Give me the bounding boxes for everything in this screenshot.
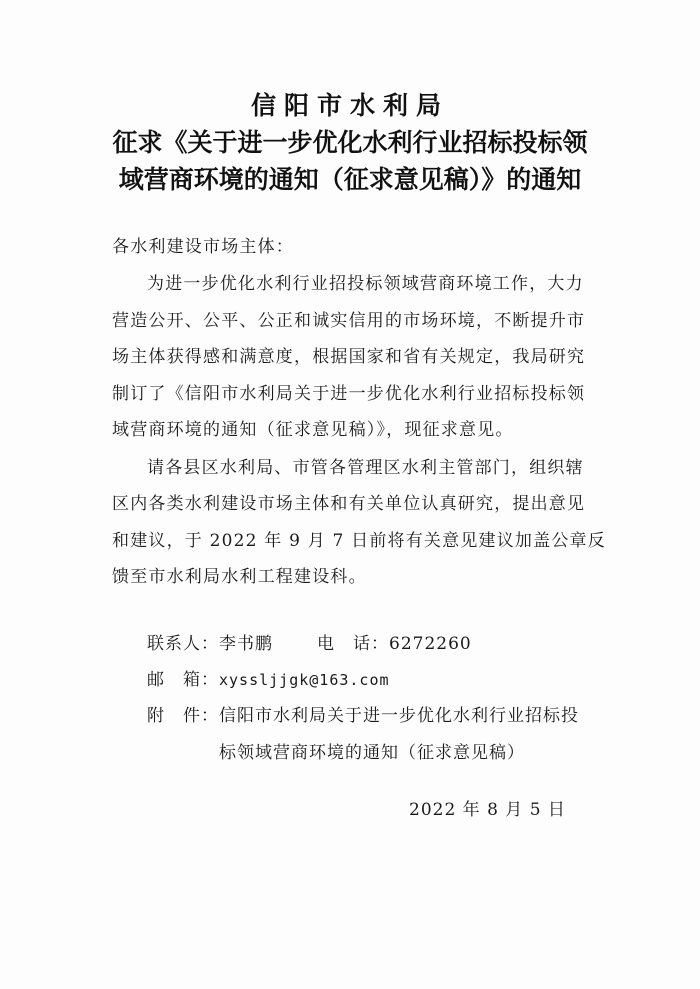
paragraph-1-line: 场主体获得感和满意度，根据国家和省有关规定，我局研究 bbox=[112, 347, 586, 367]
paragraph-2-line: 馈至市水利局水利工程建设科。 bbox=[112, 567, 367, 587]
paragraph-2-line: 请各县区水利局、市管各管理区水利主管部门，组织辖 bbox=[147, 458, 584, 478]
attachment-line: 信阳市水利局关于进一步优化水利行业招标投 bbox=[219, 706, 579, 726]
contact-phone: 6272260 bbox=[389, 634, 472, 654]
contact-email-label: 邮 箱： bbox=[147, 670, 219, 690]
document-issuer-title: 信阳市水利局 bbox=[250, 91, 449, 120]
document-title-line-1: 征求《关于进一步优化水利行业招标投标领 bbox=[112, 128, 588, 157]
paragraph-1-line: 营造公开、公平、公正和诚实信用的市场环境，不断提升市 bbox=[112, 311, 586, 331]
document-date: 2022 年 8 月 5 日 bbox=[409, 800, 566, 820]
paragraph-1-line: 域营商环境的通知（征求意见稿）》，现征求意见。 bbox=[112, 420, 514, 440]
paragraph-2-line: 和建议，于 2022 年 9 月 7 日前将有关意见建议加盖公章反 bbox=[112, 531, 606, 551]
attachment-line: 标领域营商环境的通知（征求意见稿） bbox=[219, 743, 525, 763]
contact-email: xyssljjgk@163.com bbox=[219, 671, 390, 689]
contact-person: 李书鹏 bbox=[219, 634, 273, 654]
document-title-line-2: 域营商环境的通知（征求意见稿）》的通知 bbox=[118, 165, 582, 194]
paragraph-1-line: 为进一步优化水利行业招投标领域营商环境工作，大力 bbox=[147, 274, 584, 294]
salutation: 各水利建设市场主体： bbox=[112, 237, 294, 257]
contact-phone-label: 电 话： bbox=[317, 634, 389, 654]
paragraph-1-line: 制订了《信阳市水利局关于进一步优化水利行业招标投标领 bbox=[112, 384, 586, 404]
attachment-label: 附 件： bbox=[147, 706, 219, 726]
contact-person-label: 联系人： bbox=[147, 634, 219, 654]
paragraph-2-line: 区内各类水利建设市场主体和有关单位认真研究，提出意见 bbox=[112, 494, 586, 514]
